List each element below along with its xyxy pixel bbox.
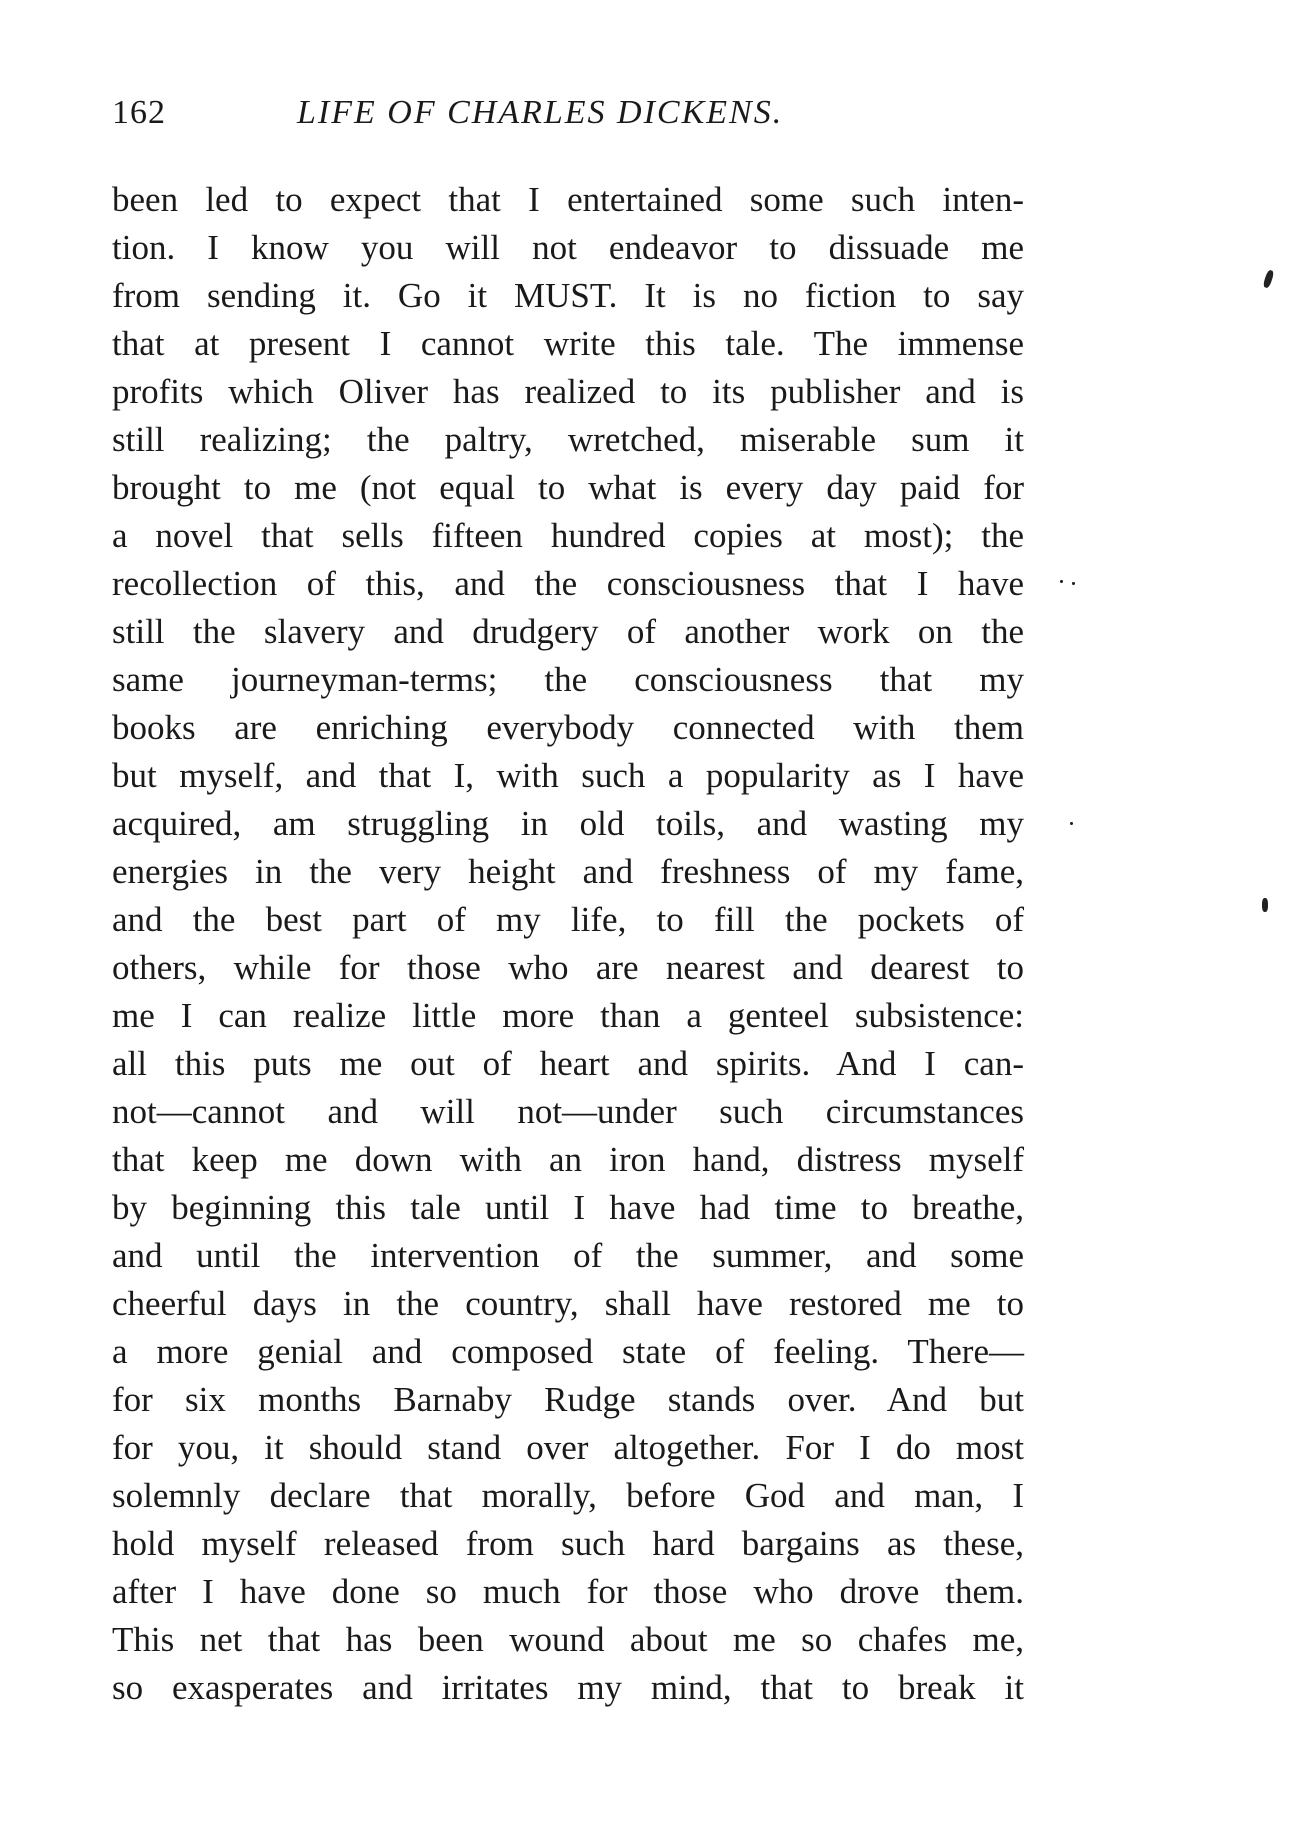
page-header bbox=[112, 88, 1032, 138]
text-line: that keep me down with an iron hand, distress myself bbox=[112, 1140, 1024, 1179]
text-line: all this puts me out of heart and spirits. And I can- bbox=[112, 1044, 1024, 1083]
running-head: LIFE OF CHARLES DICKENS. bbox=[297, 94, 784, 131]
scan-speck bbox=[1070, 822, 1073, 825]
text-line: for you, it should stand over altogether. For I do most bbox=[112, 1428, 1024, 1467]
text-line: tion. I know you will not endeavor to dissuade me bbox=[112, 228, 1024, 267]
text-line: solemnly declare that morally, before God and man, I bbox=[112, 1476, 1024, 1515]
text-line: been led to expect that I entertained some such inten- bbox=[112, 180, 1024, 219]
scan-speck bbox=[1072, 582, 1075, 585]
text-line: hold myself released from such hard bargains as these, bbox=[112, 1524, 1024, 1563]
text-line: so exasperates and irritates my mind, that to break it bbox=[112, 1668, 1024, 1707]
text-line: others, while for those who are nearest and dearest to bbox=[112, 948, 1024, 987]
text-line: energies in the very height and freshness of my fame, bbox=[112, 852, 1024, 891]
text-line: books are enriching everybody connected with them bbox=[112, 708, 1024, 747]
text-line: same journeyman-terms; the consciousness that my bbox=[112, 660, 1024, 699]
scan-speck bbox=[1262, 269, 1274, 288]
text-line: and until the intervention of the summer, and some bbox=[112, 1236, 1024, 1275]
text-line: a more genial and composed state of feeling. There— bbox=[112, 1332, 1024, 1371]
text-line: me I can realize little more than a genteel subsistence: bbox=[112, 996, 1024, 1035]
text-line: for six months Barnaby Rudge stands over. And but bbox=[112, 1380, 1024, 1419]
text-line: still realizing; the paltry, wretched, miserable sum it bbox=[112, 420, 1024, 459]
page-number: 162 bbox=[112, 94, 166, 131]
text-line: still the slavery and drudgery of another work on the bbox=[112, 612, 1024, 651]
text-line: that at present I cannot write this tale. The immense bbox=[112, 324, 1024, 363]
text-line: brought to me (not equal to what is every day paid for bbox=[112, 468, 1024, 507]
text-line: recollection of this, and the consciousness that I have bbox=[112, 564, 1024, 603]
text-line: This net that has been wound about me so chafes me, bbox=[112, 1620, 1024, 1659]
text-line: by beginning this tale until I have had time to breathe, bbox=[112, 1188, 1024, 1227]
text-line: cheerful days in the country, shall have restored me to bbox=[112, 1284, 1024, 1323]
scan-speck bbox=[1262, 898, 1268, 912]
text-line: not—cannot and will not—under such circumstances bbox=[112, 1092, 1024, 1131]
text-line: profits which Oliver has realized to its publisher and is bbox=[112, 372, 1024, 411]
body-text bbox=[112, 176, 1024, 1712]
text-line: acquired, am struggling in old toils, and wasting my bbox=[112, 804, 1024, 843]
text-line: from sending it. Go it MUST. It is no fiction to say bbox=[112, 276, 1024, 315]
text-line: a novel that sells fifteen hundred copies at most); the bbox=[112, 516, 1024, 555]
text-line: after I have done so much for those who drove them. bbox=[112, 1572, 1024, 1611]
text-line: and the best part of my life, to fill the pockets of bbox=[112, 900, 1024, 939]
text-line: but myself, and that I, with such a popularity as I have bbox=[112, 756, 1024, 795]
scan-speck bbox=[1060, 580, 1063, 583]
